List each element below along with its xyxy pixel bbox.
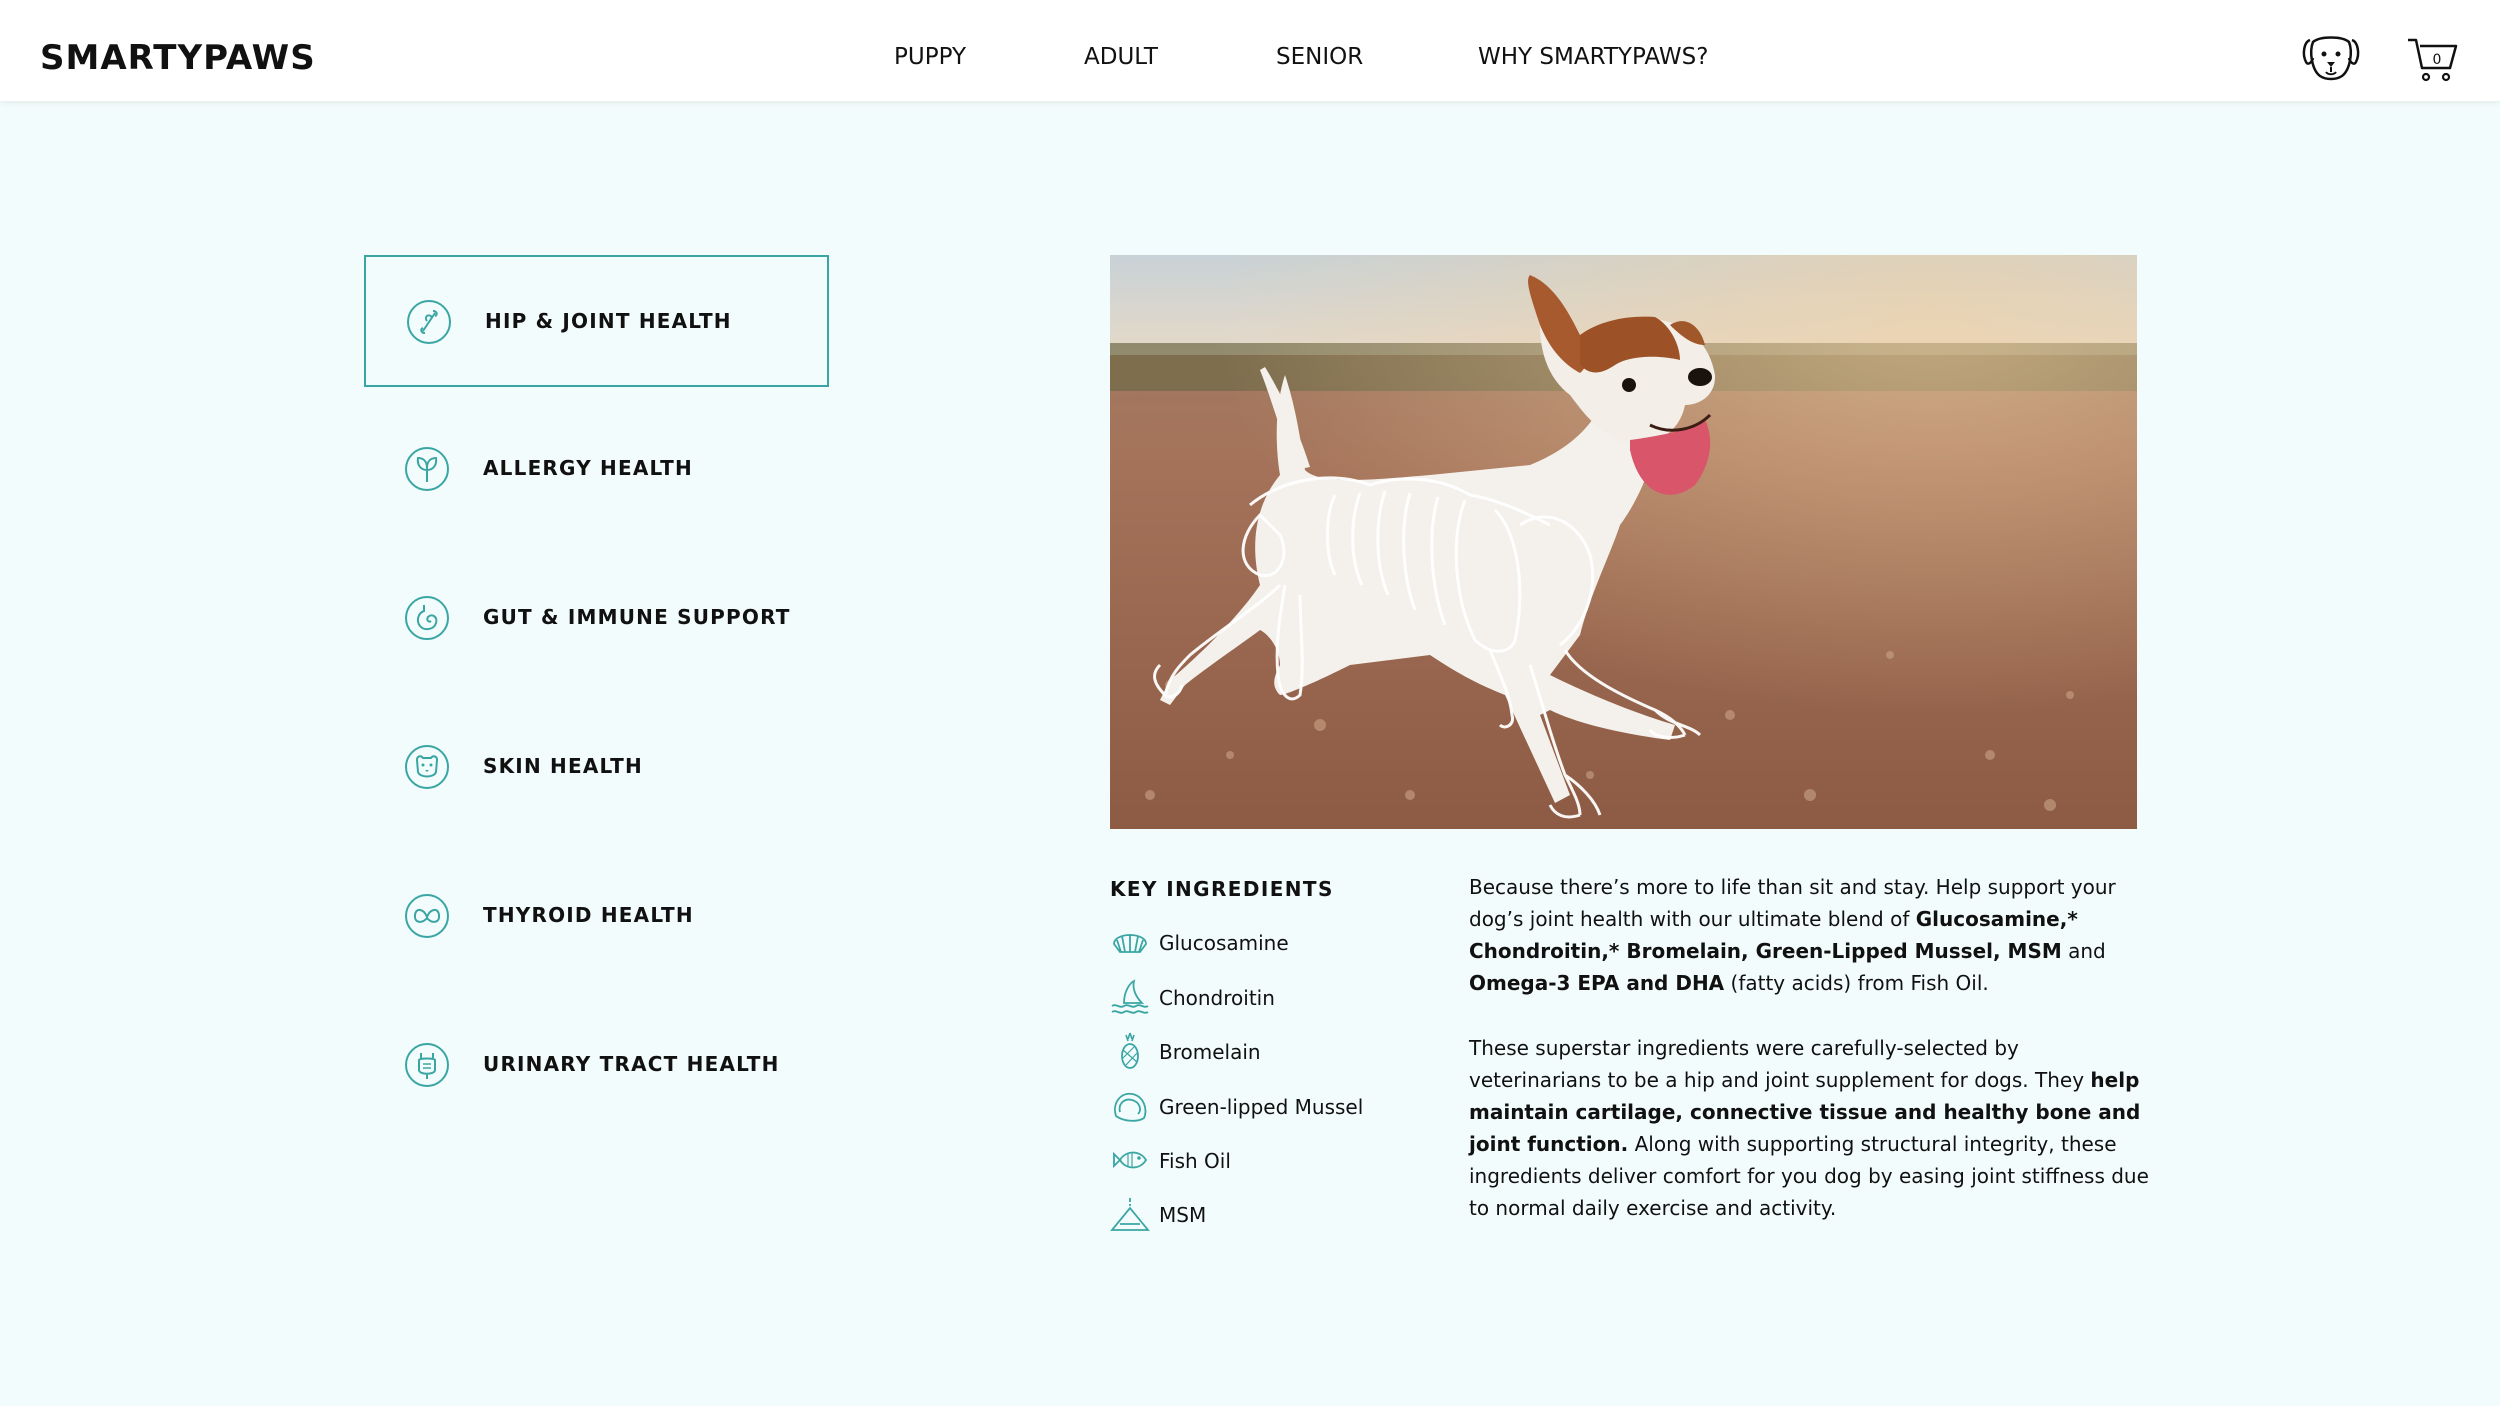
- cart-count: 0: [2432, 52, 2442, 68]
- menu-label: URINARY TRACT HEALTH: [483, 1052, 780, 1076]
- nav-why-smartypaws[interactable]: WHY SMARTYPAWS?: [1478, 44, 1709, 70]
- ingredient-fish-oil: [1110, 1140, 1430, 1180]
- ingredient-label: MSM: [1159, 1203, 1207, 1227]
- nav-senior[interactable]: SENIOR: [1276, 44, 1364, 70]
- ingredient-msm: [1110, 1194, 1430, 1234]
- flask-icon: [1110, 1194, 1150, 1234]
- menu-urinary-tract-health[interactable]: [364, 1000, 829, 1132]
- menu-hip-joint-health[interactable]: [364, 255, 829, 387]
- ingredient-green-lipped-mussel: [1110, 1086, 1430, 1126]
- sprout-icon: [404, 446, 450, 492]
- description-paragraph-2: These superstar ingredients were carefully-selected by veterinarians to be a hip and joint supplement for dogs. They help maintain cartilage, connective tissue and healthy bone and joint function. Along with supporting structural integrity, these ingredients deliver comfort for you dog by easing joint stiffness due to normal daily exercise and activity.: [1469, 1036, 2149, 1220]
- ingredient-chondroitin: [1110, 977, 1430, 1017]
- ingredient-label: Chondroitin: [1159, 986, 1275, 1010]
- menu-label: ALLERGY HEALTH: [483, 456, 693, 480]
- ingredient-label: Glucosamine: [1159, 931, 1289, 955]
- menu-thyroid-health[interactable]: [364, 851, 829, 983]
- menu-label: THYROID HEALTH: [483, 903, 694, 927]
- menu-allergy-health[interactable]: [364, 404, 829, 536]
- menu-label: HIP & JOINT HEALTH: [485, 309, 732, 333]
- ingredient-label: Bromelain: [1159, 1040, 1261, 1064]
- pineapple-icon: [1110, 1031, 1150, 1071]
- ingredient-label: Green-lipped Mussel: [1159, 1095, 1364, 1119]
- skin-dog-icon: [404, 744, 450, 790]
- mussel-icon: [1110, 1086, 1150, 1126]
- menu-skin-health[interactable]: [364, 702, 829, 834]
- key-ingredients-heading: KEY INGREDIENTS: [1110, 877, 1334, 901]
- menu-gut-immune-support[interactable]: [364, 553, 829, 685]
- bone-leaf-icon: [406, 299, 452, 345]
- stomach-icon: [404, 595, 450, 641]
- shell-icon: [1110, 922, 1150, 962]
- ingredient-bromelain: [1110, 1031, 1430, 1071]
- menu-label: SKIN HEALTH: [483, 754, 643, 778]
- nav-adult[interactable]: ADULT: [1084, 44, 1158, 70]
- ingredient-label: Fish Oil: [1159, 1149, 1231, 1173]
- description-paragraph-1: Because there’s more to life than sit and stay. Help support your dog’s joint health with our ultimate blend of Glucosamine,* Chondroitin,* Bromelain, Green-Lipped Mussel, MSM and Omega-3 EPA and DHA (fatty acids) from Fish Oil.: [1469, 875, 2116, 995]
- site-header: [0, 0, 2500, 101]
- cart-icon[interactable]: [2406, 36, 2462, 88]
- dog-face-icon[interactable]: [2300, 32, 2362, 86]
- ingredient-glucosamine: [1110, 922, 1430, 962]
- wave-fin-icon: [1110, 977, 1150, 1017]
- fish-icon: [1110, 1140, 1150, 1180]
- nav-puppy[interactable]: PUPPY: [894, 44, 966, 70]
- dog-skeleton-photo: [1110, 255, 2137, 829]
- bladder-icon: [404, 1042, 450, 1088]
- thyroid-icon: [404, 893, 450, 939]
- logo[interactable]: SMARTYPAWS: [40, 38, 316, 78]
- menu-label: GUT & IMMUNE SUPPORT: [483, 605, 791, 629]
